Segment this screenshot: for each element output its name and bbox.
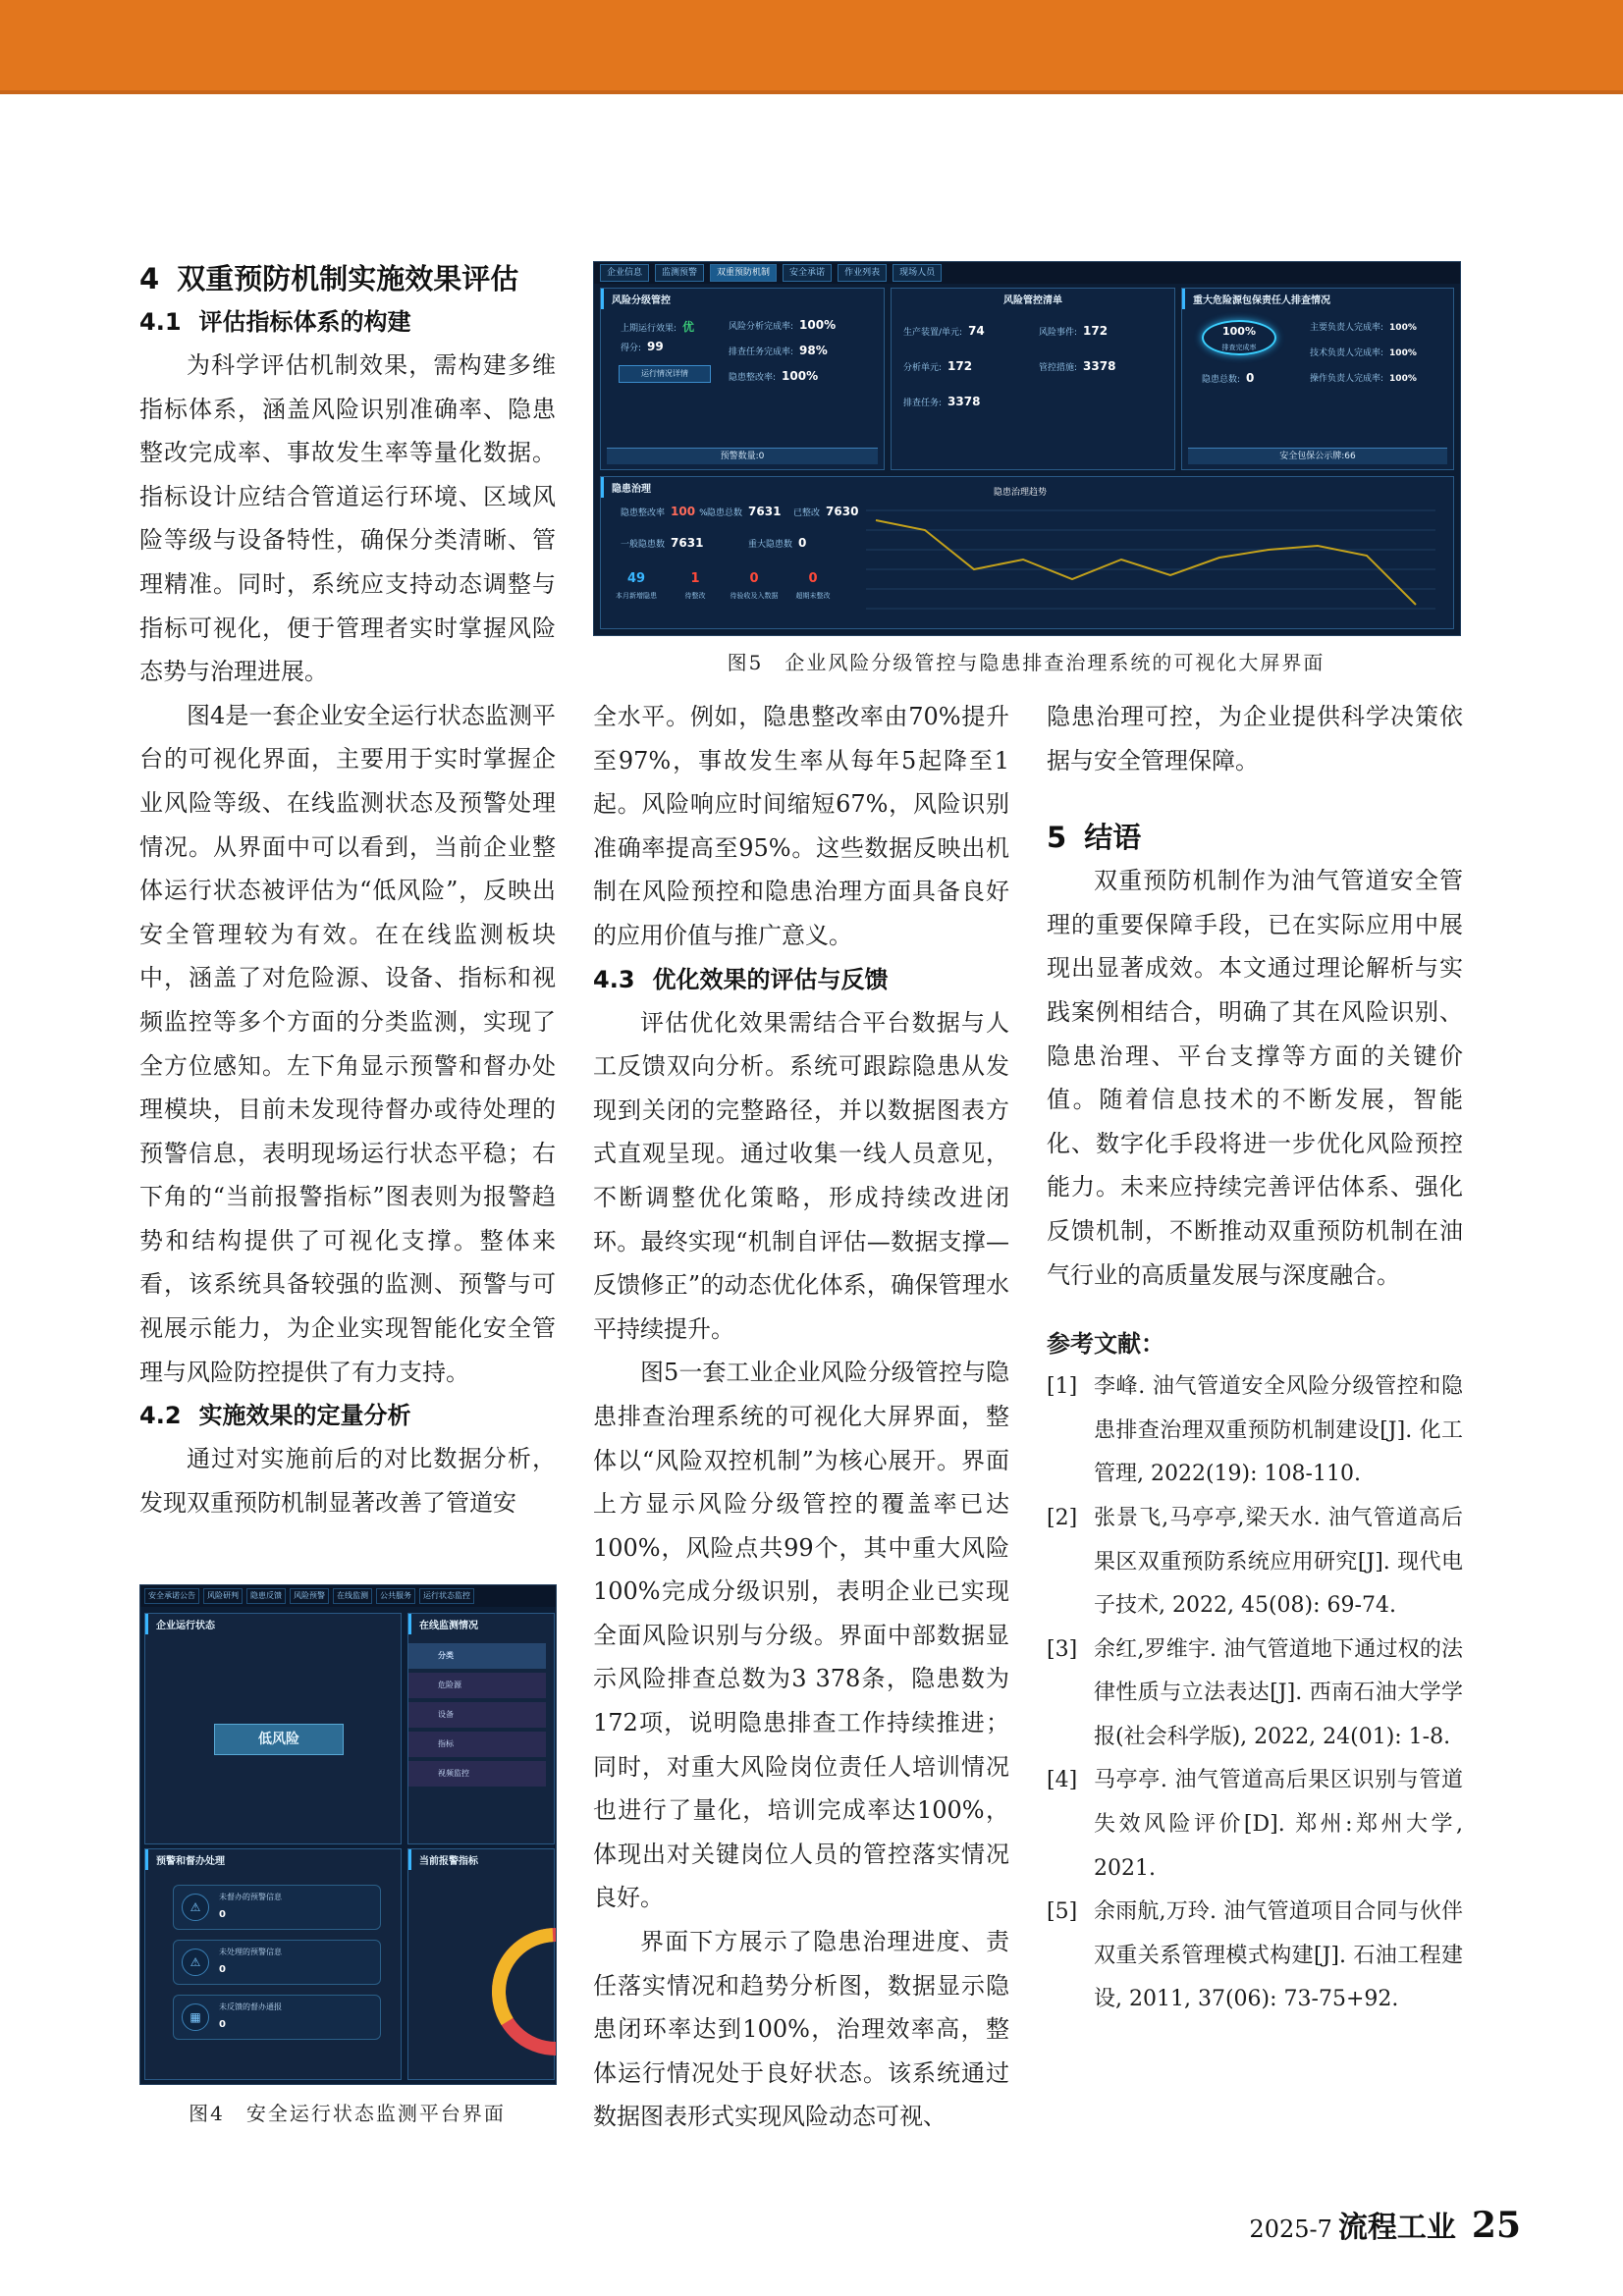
panel-title: 预警和督办处理 [145, 1849, 401, 1870]
panel-title: 在线监测情况 [408, 1614, 554, 1634]
major-rate-3: 操作负责人完成率: 100% [1310, 374, 1417, 384]
column-2 [593, 695, 1009, 2139]
section-4-3-heading: 4.3 优化效果的评估与反馈 [593, 965, 889, 993]
major-hazard-panel [1181, 288, 1454, 470]
hz-overdue-value: 0 [808, 571, 818, 586]
page-number: 25 [1471, 2205, 1521, 2246]
category-item[interactable]: 危险源 [408, 1673, 546, 1698]
header-band [0, 0, 1623, 90]
hz-major: 重大隐患数 0 [748, 536, 807, 550]
coverage-2: 排查任务完成率: 98% [729, 344, 828, 357]
trend-grid [866, 510, 1435, 609]
bell-icon: ⚠ [182, 1949, 209, 1976]
reference-item: [3] 余红,罗维宇. 油气管道地下通过权的法律性质与立法表达[J]. 西南石油大学学报(社会科学版), 2022, 24(01): 1-8. [1047, 1636, 1463, 1749]
paragraph: 界面下方展示了隐患治理进度、责任落实情况和趋势分析图，数据显示隐患闭环率达到100%，治理效率高，整体运行情况处于良好状态。该系统通过数据图表形式实现风险动态可视、 [593, 1928, 1009, 2131]
hz-new-label: 本月新增隐患 [616, 592, 657, 600]
paragraph: 隐患治理可控，为企业提供科学决策依据与安全管理保障。 [1047, 703, 1463, 774]
column-1 [139, 257, 556, 1524]
panel-title: 风险管控清单 [1003, 295, 1062, 306]
alert-item[interactable]: ▦ 未反馈的督办通报 0 [173, 1995, 381, 2040]
figure-5-dashboard [593, 261, 1461, 636]
reference-item: [5] 余雨航,万玲. 油气管道项目合同与伙伴双重关系管理模式构建[J]. 石油工程建设, 2011, 37(06): 73-75+92. [1047, 1899, 1463, 2012]
bell-icon: ⚠ [182, 1894, 209, 1921]
category-item[interactable]: 视频监控 [408, 1761, 546, 1787]
current-alarm-panel [407, 1848, 555, 2080]
category-header: 分类 [408, 1643, 546, 1669]
header-rule [0, 90, 1623, 94]
panel-title: 重大危险源包保责任人排查情况 [1182, 289, 1453, 309]
fig5-tab[interactable]: 作业列表 [838, 264, 887, 282]
hz-new-value: 49 [626, 571, 646, 586]
fig5-tab[interactable]: 企业信息 [600, 264, 649, 282]
list-item-4: 管控措施: 3378 [1039, 359, 1116, 373]
page-footer: 2025-7 流程工业 25 [1249, 2205, 1521, 2246]
category-item[interactable]: 指标 [408, 1732, 546, 1757]
risk-list-panel [891, 288, 1175, 470]
panel-title: 风险分级管控 [601, 289, 884, 309]
paragraph: 通过对实施前后的对比数据分析，发现双重预防机制显著改善了管道安 [139, 1445, 556, 1517]
list-item-2: 风险事件: 172 [1039, 324, 1109, 338]
hazard-governance-panel [600, 476, 1454, 629]
hz-rate: 隐患整改率 100 % [621, 505, 708, 518]
fig4-tab[interactable]: 风险预警 [290, 1588, 329, 1604]
document-icon: ▦ [182, 2003, 209, 2031]
reference-item: [4] 马亭亭. 油气管道高后果区识别与管道失效风险评价[D]. 郑州:郑州大学, 2021. [1047, 1768, 1463, 1881]
fig5-tab[interactable]: 安全承诺 [783, 264, 832, 282]
risk-score: 得分: 99 [621, 340, 664, 353]
fig4-tab[interactable]: 公共服务 [376, 1588, 415, 1604]
paragraph: 双重预防机制作为油气管道安全管理的重要保障手段，已在实际应用中展现出显著成效。本文通过理论解析与实践案例相结合，明确了其在风险识别、隐患治理、平台支撑等方面的关键价值。随着信息技术的不断发展，智能化、数字化手段将进一步优化风险预控能力。未来应持续完善评估体系、强化反馈机制，不断推动双重预防机制在油气行业的高质量发展与深度融合。 [1047, 867, 1463, 1289]
completion-ring: 100% 排查完成率 [1202, 320, 1276, 355]
reference-item: [2] 张景飞,马亭亭,梁天水. 油气管道高后果区双重预防系统应用研究[J]. 现代电子技术, 2022, 45(08): 69-74. [1047, 1505, 1463, 1619]
coverage-3: 隐患整改率: 100% [729, 369, 819, 383]
risk-status: 上期运行效果: 优 [621, 320, 695, 334]
paragraph: 图4是一套企业安全运行状态监测平台的可视化界面，主要用于实时掌握企业风险等级、在线监测状态及预警处理情况。从界面中可以看到，当前企业整体运行状态被评估为“低风险”，反映出安全管理较为有效。在在线监测板块中，涵盖了对危险源、设备、指标和视频监控等多个方面的分类监测，实现了全方位感知。左下角显示预警和督办处理模块，目前未发现待督办或待处理的预警信息，表明现场运行状态平稳；右下角的“当前报警指标”图表则为报警趋势和结构提供了可视化支撑。整体来看，该系统具备较强的监测、预警与可视展示能力，为企业实现智能化安全管理与风险防控提供了有力支持。 [139, 701, 556, 1386]
hz-pending-label: 待整改 [684, 592, 706, 600]
panel-title: 隐患治理 [601, 477, 1453, 498]
paragraph: 全水平。例如，隐患整改率由70%提升至97%，事故发生率从每年5起降至1起。风险响应时间缩短67%，风险识别准确率提高至95%。这些数据反映出机制在风险预控和隐患治理方面具备良好的应用价值与推广意义。 [593, 703, 1009, 949]
fig4-tab[interactable]: 在线监测 [333, 1588, 372, 1604]
coverage-1: 风险分析完成率: 100% [729, 318, 837, 332]
major-rate-1: 主要负责人完成率: 100% [1310, 323, 1417, 333]
hz-fixed: 已整改 7630 [793, 505, 859, 518]
warning-supervision-panel [144, 1848, 402, 2080]
trend-title: 隐患治理趋势 [994, 488, 1048, 498]
fig4-tab-bar [140, 1585, 556, 1607]
status-detail-button[interactable]: 运行情况详情 [619, 365, 711, 383]
fig5-tab[interactable]: 现场人员 [893, 264, 942, 282]
paragraph: 评估优化效果需结合平台数据与人工反馈双向分析。系统可跟踪隐患从发现到关闭的完整路径，并以数据图表方式直观呈现。通过收集一线人员意见，不断调整优化策略，形成持续改进闭环。最终实现“机制自评估—数据支撑—反馈修正”的动态优化体系，确保管理水平持续提升。 [593, 1008, 1009, 1343]
references-heading: 参考文献： [1047, 1330, 1164, 1359]
figure-5-caption: 图5 企业风险分级管控与隐患排查治理系统的可视化大屏界面 [727, 651, 1325, 674]
figure-4-dashboard [139, 1584, 557, 2085]
warning-count-bar: 预警数量:0 [607, 448, 878, 464]
hz-accept-value: 0 [749, 571, 759, 586]
section-4-2-heading: 4.2 实施效果的定量分析 [139, 1402, 411, 1430]
section-4-heading: 4 双重预防机制实施效果评估 [139, 262, 519, 295]
figure-4-caption: 图4 安全运行状态监测平台界面 [189, 2102, 506, 2125]
risk-level-badge[interactable]: 低风险 [214, 1724, 344, 1755]
alert-item[interactable]: ⚠ 未处理的预警信息 0 [173, 1940, 381, 1985]
online-monitoring-panel [407, 1613, 555, 1844]
fig5-tab[interactable]: 监测预警 [655, 264, 704, 282]
category-item[interactable]: 设备 [408, 1702, 546, 1728]
section-4-1-heading: 4.1 评估指标体系的构建 [139, 308, 411, 336]
hz-accept-label: 待验收及入数据 [730, 592, 779, 600]
hazard-total: 隐患总数: 0 [1202, 371, 1255, 385]
trend-chart [856, 499, 1445, 624]
section-5-heading: 5 结语 [1047, 821, 1142, 855]
column-3 [1047, 695, 1463, 2022]
fig5-tab-bar [594, 262, 1460, 284]
alert-item[interactable]: ⚠ 未督办的预警信息 0 [173, 1885, 381, 1930]
fig4-tab[interactable]: 风险研判 [203, 1588, 243, 1604]
paragraph: 为科学评估机制效果，需构建多维指标体系，涵盖风险识别准确率、隐患整改完成率、事故发生率等量化数据。指标设计应结合管道运行环境、区域风险等级与设备特性，确保分类清晰、管理精准。同时，系统应支持动态调整与指标可视化，便于管理者实时掌握风险态势与治理进展。 [139, 351, 556, 686]
panel-title: 当前报警指标 [408, 1849, 554, 1870]
alarm-donut-chart [467, 1918, 556, 2065]
hz-total: 隐患总数 7631 [707, 505, 782, 518]
paragraph: 图5一套工业企业风险分级管控与隐患排查治理系统的可视化大屏界面，整体以“风险双控机制”为核心展开。界面上方显示风险分级管控的覆盖率已达100%，风险点共99个，其中重大风险100%完成分级识别，表明企业已实现全面风险识别与分级。界面中部数据显示风险排查总数为3 378条，隐患数为172项，说明隐患排查工作持续推进；同时，对重大风险岗位责任人培训情况也进行了量化，培训完成率达100%，体现出对关键岗位人员的管控落实情况良好。 [593, 1359, 1009, 1912]
fig4-tab[interactable]: 安全承诺公告 [144, 1588, 199, 1604]
reference-item: [1] 李峰. 油气管道安全风险分级管控和隐患排查治理双重预防机制建设[J]. 化工管理, 2022(19): 108-110. [1047, 1374, 1463, 1487]
list-item-1: 生产装置/单元: 74 [903, 324, 985, 338]
fig5-tab-active[interactable]: 双重预防机制 [710, 264, 777, 282]
fig4-tab[interactable]: 运行状态监控 [419, 1588, 474, 1604]
fig4-tab[interactable]: 隐患反馈 [246, 1588, 286, 1604]
pledge-bar: 安全包保公示牌:66 [1188, 448, 1447, 464]
panel-title: 企业运行状态 [145, 1614, 401, 1634]
company-status-panel [144, 1613, 402, 1844]
hz-overdue-label: 超期未整改 [795, 592, 831, 600]
major-rate-2: 技术负责人完成率: 100% [1310, 348, 1417, 358]
list-item-3: 分析单元: 172 [903, 359, 973, 373]
hz-pending-value: 1 [690, 571, 700, 586]
risk-grading-panel [600, 288, 885, 470]
hz-general: 一般隐患数 7631 [621, 536, 704, 550]
list-item-5: 排查任务: 3378 [903, 395, 981, 408]
trend-line [876, 520, 1416, 605]
